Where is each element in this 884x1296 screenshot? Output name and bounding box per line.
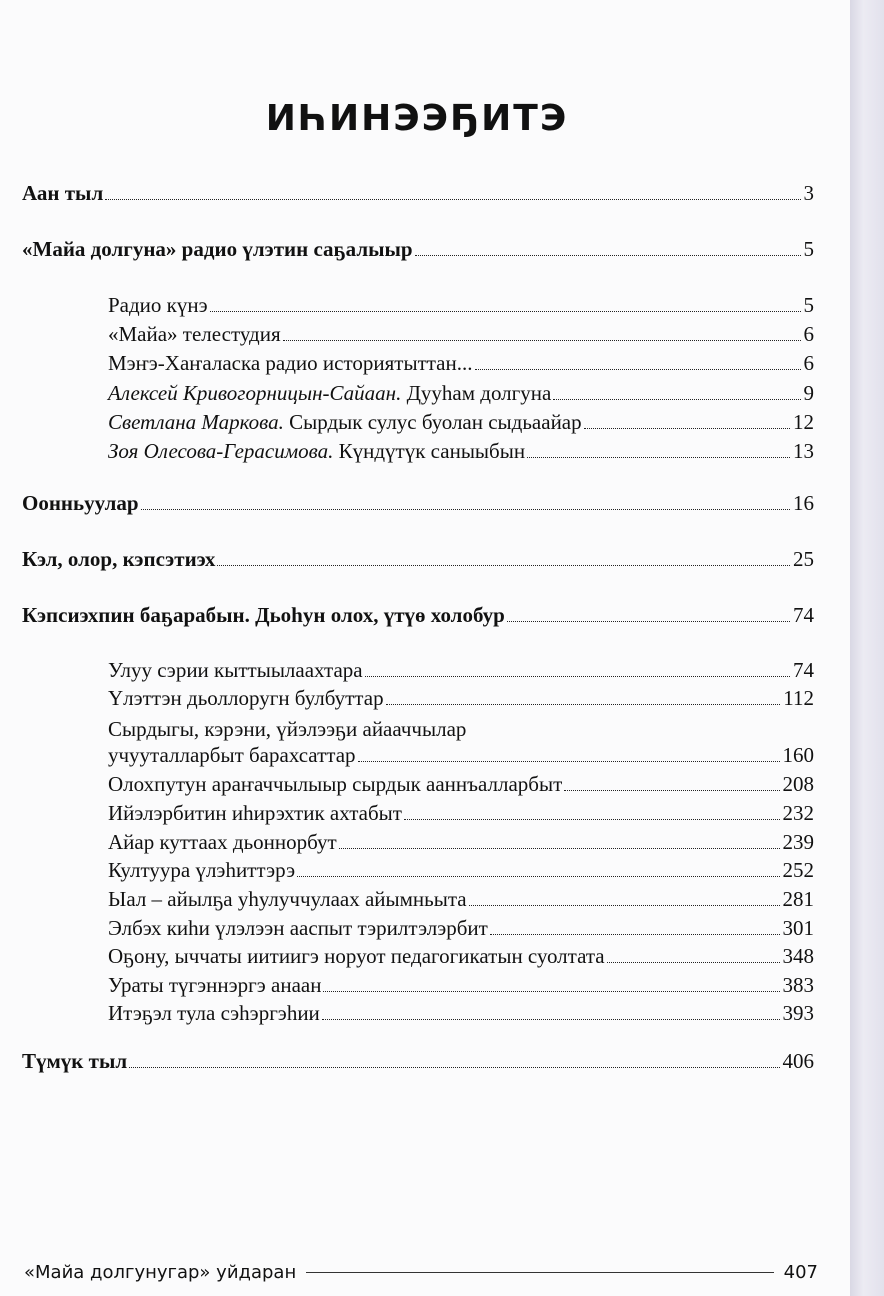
toc-page-number: 232 <box>782 801 814 825</box>
toc-page-number: 383 <box>782 973 814 997</box>
toc-entry-continued <box>108 716 466 742</box>
toc-subsection-entry <box>108 800 814 826</box>
toc-subsection-entry <box>108 886 814 912</box>
toc-subsection-entry <box>108 438 814 464</box>
toc-section-entry <box>22 1048 814 1074</box>
toc-entry-title: Түмүк тыл <box>22 1049 128 1073</box>
toc-entry-text <box>22 236 413 262</box>
dot-leader <box>323 991 779 992</box>
footer-rule <box>306 1272 773 1273</box>
toc-subsection-entry <box>108 915 814 941</box>
dot-leader <box>404 819 780 820</box>
toc-subsection-entry <box>108 409 814 435</box>
toc-entry-title: Ураты түгэннэргэ анаан <box>108 973 322 997</box>
toc-entry-text <box>108 943 605 969</box>
toc-page-number: 5 <box>803 237 814 261</box>
footer-page-number: 407 <box>783 1262 818 1283</box>
toc-page-number: 16 <box>793 491 814 515</box>
toc-entry-title: Ыал – айылҕа уһулуччулаах айымньыта <box>108 887 467 911</box>
toc-subsection-entry <box>108 657 814 683</box>
toc-section-entry <box>22 490 814 516</box>
toc-subsection-entry <box>108 742 814 768</box>
toc-page-number: 239 <box>782 830 814 854</box>
toc-page-number: 252 <box>782 858 814 882</box>
toc-entry-title: «Майа долгуна» радио үлэтин саҕалыыр <box>22 237 413 261</box>
toc-page-number: 9 <box>803 381 814 405</box>
toc-entry-text <box>22 490 139 516</box>
toc-entry-title: учууталларбыт барахсаттар <box>108 743 356 767</box>
toc-entry-text <box>108 742 356 768</box>
toc-page-number: 6 <box>803 322 814 346</box>
toc-page-number: 25 <box>793 547 814 571</box>
toc-page-number: 348 <box>782 944 814 968</box>
dot-leader <box>217 565 790 566</box>
toc-page-number: 281 <box>782 887 814 911</box>
page-footer <box>24 1262 818 1283</box>
dot-leader <box>358 761 780 762</box>
toc-subsection-entry <box>108 321 814 347</box>
toc-entry-title: Кэпсиэхпин баҕарабын. Дьоһун олох, үтүө холобур <box>22 603 505 627</box>
dot-leader <box>507 621 790 622</box>
toc-entry-text <box>22 1048 127 1074</box>
dot-leader <box>297 876 779 877</box>
toc-page-number: 74 <box>793 658 814 682</box>
page-title: ИҺИНЭЭҔИТЭ <box>265 98 569 139</box>
toc-entry-title: Оонньуулар <box>22 491 139 515</box>
footer-book-title: «Майа долгунугар» уйдаран <box>24 1262 297 1283</box>
toc-page-number: 12 <box>793 410 814 434</box>
dot-leader <box>415 255 801 256</box>
toc-entry-title: Күндүтүк саныыбын <box>333 439 526 463</box>
toc-entry-title: Сырдык сулус буолан сыдьаайар <box>283 410 582 434</box>
dot-leader <box>553 399 800 400</box>
dot-leader <box>129 1067 779 1068</box>
toc-subsection-entry <box>108 771 814 797</box>
toc-entry-text <box>108 380 551 406</box>
dot-leader <box>105 199 800 200</box>
toc-entry-text <box>22 180 103 206</box>
toc-subsection-entry <box>108 380 814 406</box>
toc-page-number: 112 <box>783 686 814 710</box>
toc-subsection-entry <box>108 972 814 998</box>
toc-page-number: 406 <box>782 1049 814 1073</box>
toc-subsection-entry <box>108 857 814 883</box>
toc-entry-title: Айар куттаах дьоннорбут <box>108 830 337 854</box>
toc-subsection-entry <box>108 292 814 318</box>
toc-entry-title: Олохпутун араҥаччылыыр сырдык ааннъалларбыт <box>108 772 563 796</box>
dot-leader <box>322 1019 780 1020</box>
dot-leader <box>365 676 790 677</box>
dot-leader <box>607 962 780 963</box>
toc-entry-text <box>108 857 295 883</box>
toc-entry-title: Аан тыл <box>22 181 104 205</box>
dot-leader <box>475 369 801 370</box>
page-edge <box>850 0 884 1296</box>
toc-page-number: 3 <box>803 181 814 205</box>
toc-entry-title: Элбэх киһи үлэлээн аaспыт тэрилтэлэрбит <box>108 916 488 940</box>
toc-entry-text <box>108 685 384 711</box>
toc-section-entry <box>22 180 814 206</box>
toc-entry-title: Ийэлэрбитин иһирэхтик ахтабыт <box>108 801 402 825</box>
toc-entry-title: Итэҕэл тула сэһэргэһии <box>108 1001 320 1025</box>
dot-leader <box>490 934 780 935</box>
dot-leader <box>210 311 801 312</box>
toc-entry-text <box>108 829 337 855</box>
toc-page-number: 301 <box>782 916 814 940</box>
toc-entry-text <box>108 350 473 376</box>
toc-entry-text <box>108 886 467 912</box>
toc-entry-text <box>108 915 488 941</box>
toc-entry-title: Сырдыгы, кэрэни, үйэлээҕи айааччылар <box>108 717 467 741</box>
toc-entry-text <box>108 321 281 347</box>
toc-entry-title: Дууһам долгуна <box>401 381 552 405</box>
dot-leader <box>527 457 790 458</box>
toc-section-entry <box>22 602 814 628</box>
toc-entry-text <box>108 438 525 464</box>
dot-leader <box>564 790 779 791</box>
dot-leader <box>584 428 790 429</box>
toc-entry-text <box>108 657 363 683</box>
toc-entry-text <box>108 1000 320 1026</box>
dot-leader <box>339 848 780 849</box>
toc-subsection-entry <box>108 350 814 376</box>
toc-entry-author: Зоя Олесова-Герасимова. <box>108 439 334 463</box>
dot-leader <box>469 905 780 906</box>
toc-page-number: 160 <box>782 743 814 767</box>
toc-entry-text <box>22 546 215 572</box>
toc-entry-title: Үлэттэн дьоллоругн булбуттар <box>108 686 384 710</box>
toc-entry-title: Мэҥэ-Хаҥаласка радио историятыттан... <box>108 351 473 375</box>
toc-entry-text <box>108 972 321 998</box>
dot-leader <box>141 509 790 510</box>
toc-section-entry <box>22 546 814 572</box>
toc-entry-text <box>22 602 505 628</box>
toc-entry-title: Кэл, олор, кэпсэтиэх <box>22 547 216 571</box>
toc-section-entry <box>22 236 814 262</box>
toc-page-number: 393 <box>782 1001 814 1025</box>
toc-entry-text <box>108 771 562 797</box>
toc-entry-title: Радио күнэ <box>108 293 208 317</box>
toc-page-number: 74 <box>793 603 814 627</box>
dot-leader <box>283 340 801 341</box>
toc-page-number: 13 <box>793 439 814 463</box>
toc-entry-title: Оҕону, ыччаты иитиигэ норуот педагогикатын суолтата <box>108 944 605 968</box>
toc-entry-text <box>108 409 582 435</box>
toc-entry-title: Улуу сэрии кыттыылаахтара <box>108 658 363 682</box>
toc-entry-title: «Майа» телестудия <box>108 322 281 346</box>
toc-subsection-entry <box>108 829 814 855</box>
toc-page-number: 6 <box>803 351 814 375</box>
toc-subsection-entry <box>108 685 814 711</box>
toc-entry-text <box>108 800 402 826</box>
toc-page-number: 208 <box>782 772 814 796</box>
toc-entry-text <box>108 292 208 318</box>
toc-subsection-entry <box>108 943 814 969</box>
toc-page-number: 5 <box>803 293 814 317</box>
toc-subsection-entry <box>108 1000 814 1026</box>
toc-entry-title: Култуура үлэһиттэрэ <box>108 858 296 882</box>
toc-entry-author: Алексей Кривогорницын-Сайаан. <box>108 381 402 405</box>
dot-leader <box>386 704 781 705</box>
toc-entry-author: Светлана Маркова. <box>108 410 284 434</box>
